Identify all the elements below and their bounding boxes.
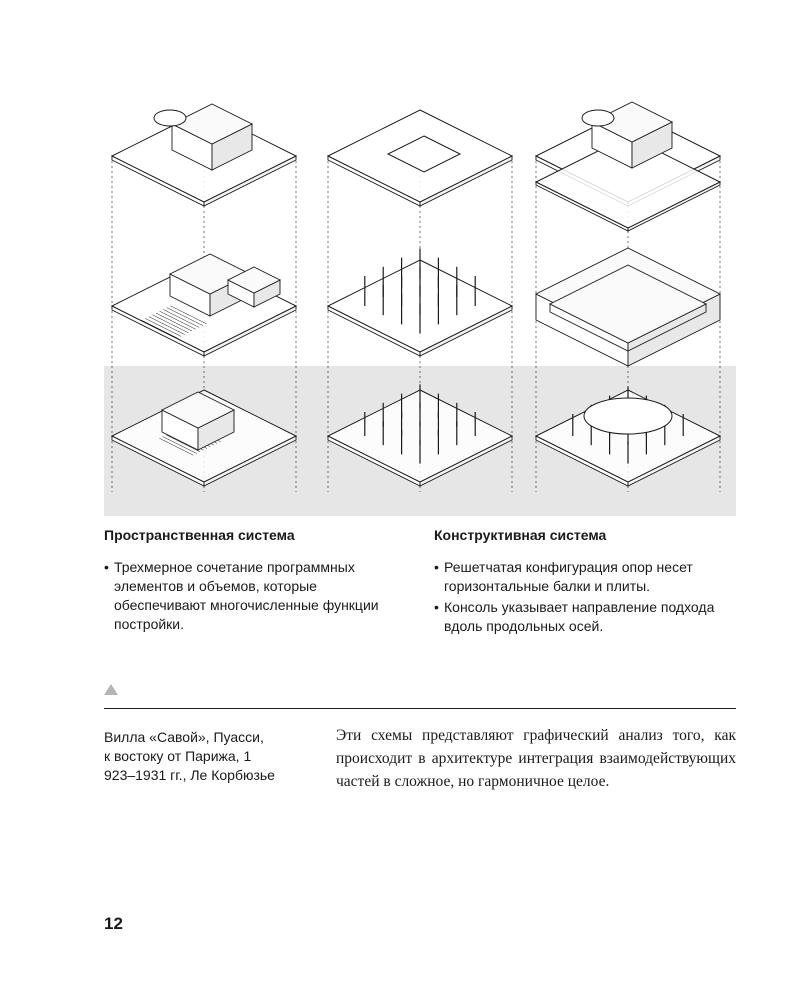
- caption-line: к востоку от Парижа, 1: [104, 748, 252, 764]
- bullet-line: обеспечивают многочисленные функции: [114, 597, 379, 613]
- bullet-icon: •: [434, 599, 439, 615]
- bullet-line: горизонтальные балки и плиты.: [444, 578, 651, 594]
- bullet-item: [434, 558, 734, 596]
- caption-line: Вилла «Савой», Пуасси,: [104, 729, 264, 745]
- bullet-line: Трехмерное сочетание программных: [114, 559, 355, 575]
- spatial-system-list: [104, 558, 394, 636]
- figure-caption: [104, 728, 304, 785]
- bullet-icon: •: [104, 559, 109, 575]
- bullet-line: вдоль продольных осей.: [444, 618, 604, 634]
- bullet-line: Консоль указывает направление подхода: [444, 599, 715, 615]
- bullet-line: элементов и объемов, которые: [114, 578, 317, 594]
- structural-system-list: [434, 558, 734, 638]
- page-number: 12: [104, 914, 123, 933]
- villa-savoye-exploded-diagrams: [104, 84, 736, 516]
- solarium-curve: [582, 110, 614, 126]
- curved-entrance-volume: [584, 398, 672, 434]
- bullet-line: Решетчатая конфигурация опор несет: [444, 559, 693, 575]
- structural-system-heading: Конструктивная система: [434, 527, 607, 543]
- section-divider: [104, 708, 736, 709]
- spatial-system-heading: Пространственная система: [104, 527, 295, 543]
- bullet-line: постройки.: [114, 616, 185, 632]
- bullet-icon: •: [434, 559, 439, 575]
- axonometric-diagram-group: [112, 102, 720, 492]
- caption-line: 923–1931 гг., Ле Корбюзье: [104, 767, 275, 783]
- bullet-item: [434, 598, 734, 636]
- solarium-curve: [154, 110, 186, 126]
- body-paragraph: Эти схемы представляют графический анализ того, как происходит в архитектуре интеграция взаимодействующих частей в сложное, но гармоничное целое.: [336, 727, 736, 790]
- triangle-up-icon: [104, 684, 118, 695]
- bullet-item: [104, 558, 394, 634]
